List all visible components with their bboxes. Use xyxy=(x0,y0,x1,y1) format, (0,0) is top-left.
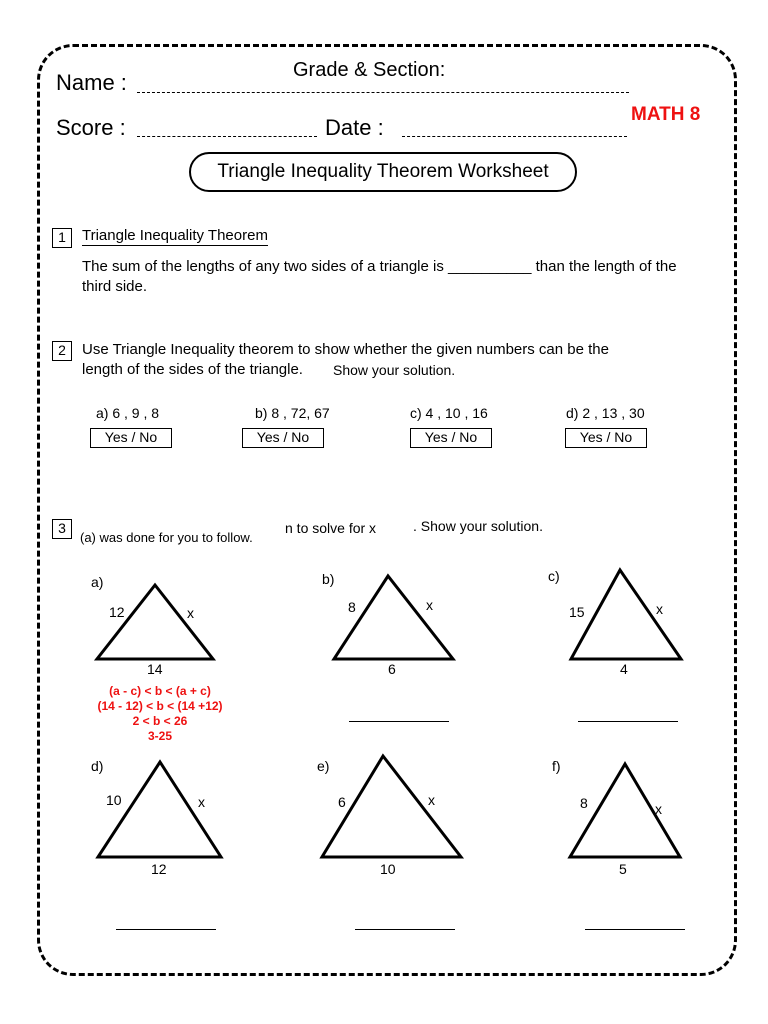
item-d-choice-box[interactable]: Yes / No xyxy=(565,428,647,448)
triangle-b-left: 8 xyxy=(348,599,356,615)
triangle-d-right: x xyxy=(198,794,205,810)
section-3-instruction-partial: n to solve for x xyxy=(285,520,377,536)
name-label: Name : xyxy=(56,70,127,95)
triangle-a-label: a) xyxy=(91,574,104,590)
worked-solution-line2: (14 - 12) < b < (14 +12) xyxy=(97,699,223,713)
score-label: Score : xyxy=(56,115,126,140)
section-3-example-note: (a) was done for you to follow. xyxy=(80,530,257,545)
triangle-d-label: d) xyxy=(91,758,104,774)
grade-section-label: Grade & Section: xyxy=(293,59,446,81)
section-1-statement-line1: The sum of the lengths of any two sides of a triangle is __________ than the length of the xyxy=(82,258,677,275)
answer-line-f[interactable] xyxy=(585,929,685,930)
worked-solution-line3: 2 < b < 26 xyxy=(132,714,188,728)
triangle-e-left: 6 xyxy=(338,794,346,810)
triangle-e-right: x xyxy=(428,792,435,808)
item-c-label: c) 4 , 10 , 16 xyxy=(410,405,488,421)
triangle-c-label: c) xyxy=(548,568,560,584)
section-1-heading: Triangle Inequality Theorem xyxy=(82,227,268,244)
section-2-instruction-line2: length of the sides of the triangle. xyxy=(82,361,303,378)
answer-line-e[interactable] xyxy=(355,929,455,930)
item-a-label: a) 6 , 9 , 8 xyxy=(96,405,160,421)
triangle-b-base: 6 xyxy=(388,661,396,677)
triangle-a-base: 14 xyxy=(147,661,163,677)
section-2-instruction-line1: Use Triangle Inequality theorem to show whether the given numbers can be the xyxy=(82,341,609,358)
section-3-instruction-note: . Show your solution. xyxy=(413,518,543,534)
triangle-a xyxy=(97,585,213,659)
triangle-a-left: 12 xyxy=(109,604,125,620)
triangle-a-right: x xyxy=(187,605,194,621)
item-a-choice-box[interactable]: Yes / No xyxy=(90,428,172,448)
item-d-label: d) 2 , 13 , 30 xyxy=(566,405,645,421)
triangle-d-left: 10 xyxy=(106,792,122,808)
triangle-d-base: 12 xyxy=(151,861,167,877)
date-label: Date : xyxy=(325,115,384,140)
item-b-label: b) 8 , 72, 67 xyxy=(255,405,330,421)
item-b-choice-box[interactable]: Yes / No xyxy=(242,428,324,448)
triangle-f-base: 5 xyxy=(619,861,627,877)
triangle-f-label: f) xyxy=(552,758,561,774)
section-1-number: 1 xyxy=(52,228,72,248)
answer-line-d[interactable] xyxy=(116,929,216,930)
section-2-instruction-note: Show your solution. xyxy=(333,362,456,378)
section-1-statement-line2: third side. xyxy=(82,278,148,295)
section-3-number: 3 xyxy=(52,519,72,539)
triangle-f-left: 8 xyxy=(580,795,588,811)
triangle-b xyxy=(334,576,453,659)
item-c-choice-box[interactable]: Yes / No xyxy=(410,428,492,448)
triangle-e-label: e) xyxy=(317,758,330,774)
triangle-c xyxy=(571,570,681,659)
triangle-c-base: 4 xyxy=(620,661,628,677)
worksheet-title: Triangle Inequality Theorem Worksheet xyxy=(189,152,577,192)
math-tag: MATH 8 xyxy=(631,104,701,125)
triangle-e-base: 10 xyxy=(380,861,396,877)
section-2-number: 2 xyxy=(52,341,72,361)
triangle-c-right: x xyxy=(656,601,663,617)
triangle-b-right: x xyxy=(426,597,433,613)
triangle-f-right: x xyxy=(655,801,662,817)
worked-solution-line1: (a - c) < b < (a + c) xyxy=(109,684,211,698)
answer-line-b[interactable] xyxy=(349,721,449,722)
triangle-c-left: 15 xyxy=(569,604,585,620)
triangle-b-label: b) xyxy=(322,571,335,587)
worked-solution-line4: 3-25 xyxy=(147,729,173,743)
answer-line-c[interactable] xyxy=(578,721,678,722)
